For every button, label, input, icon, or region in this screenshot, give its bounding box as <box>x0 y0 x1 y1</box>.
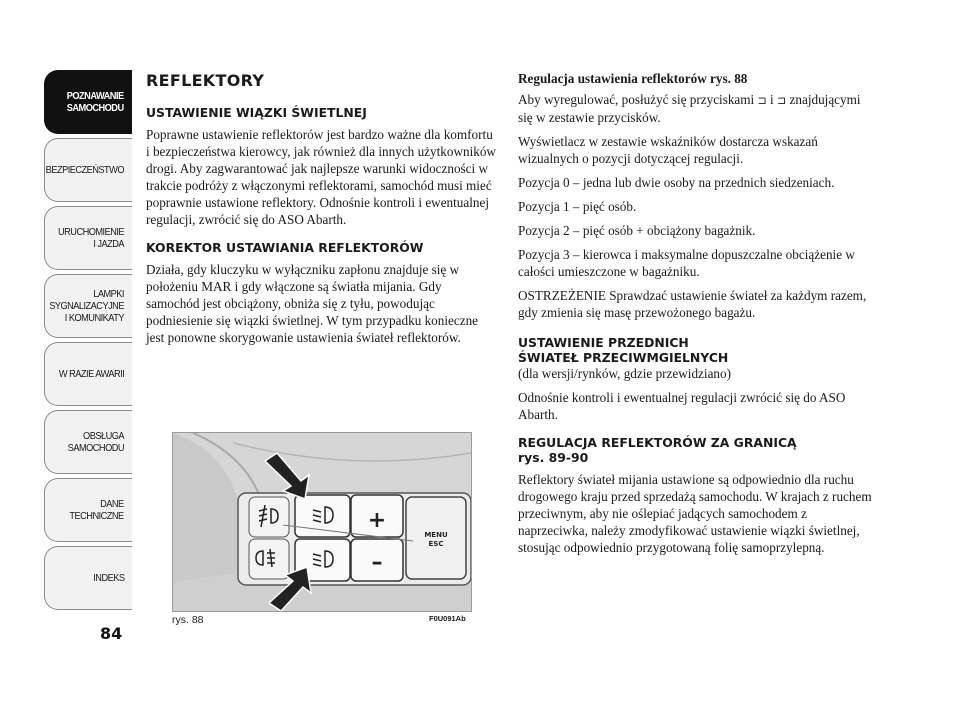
right-column <box>518 70 878 563</box>
tab-label: DANE TECHNICZNE <box>69 498 124 522</box>
heading-adjustment: Regulacja ustawienia reflektorów rys. 88 <box>518 71 748 86</box>
paragraph-position-3: Pozycja 3 – kierowca i maksymalne dopuszczalne obciążenie w całości umieszczone w bagażniku. <box>518 247 855 279</box>
heading-abroad-2: rys. 89-90 <box>518 450 589 465</box>
paragraph-adjustment <box>518 91 878 126</box>
tab-obsluga-samochodu[interactable] <box>44 410 132 474</box>
tab-indeks[interactable] <box>44 546 132 610</box>
tab-label: BEZPIECZEŃSTWO <box>45 164 124 176</box>
tab-label: W RAZIE AWARII <box>58 368 124 380</box>
tab-label: URUCHOMIENIE I JAZDA <box>57 226 124 250</box>
figure-headlight-buttons <box>172 432 472 612</box>
beam-up-button <box>295 495 350 537</box>
minus-label: – <box>371 550 383 575</box>
tab-label: INDEKS <box>92 572 124 584</box>
tab-label: LAMPKI SYGNALIZACYJNE I KOMUNIKATY <box>49 288 124 324</box>
esc-label: ESC <box>428 540 444 548</box>
plus-label: + <box>367 508 387 533</box>
paragraph-fog-sub: (dla wersji/rynków, gdzie przewidziano) <box>518 366 731 381</box>
dashboard-illustration <box>173 433 471 611</box>
left-column <box>146 72 496 353</box>
paragraph-position-2: Pozycja 2 – pięć osób + obciążony bagażnik. <box>518 223 756 238</box>
section-title: REFLEKTORY <box>146 71 265 90</box>
paragraph-headlight-corrector: Działa, gdy kluczyku w wyłączniku zapłonu znajduje się w położeniu MAR i gdy włączone są światła mijania. Gdy samochód jest obciążony, obniża się z tyłu, powodując podniesienie się wiązki świetlnej. W tym przypadku konieczne jest ponowne skorygowanie ustawienia świateł reflektorów. <box>146 262 479 345</box>
paragraph-fog-text: Odnośnie kontroli i ewentualnej regulacji zwrócić się do ASO Abarth. <box>518 390 846 422</box>
heading-abroad-1: REGULACJA REFLEKTORÓW ZA GRANICĄ <box>518 435 797 450</box>
page-number: 84 <box>100 624 123 643</box>
tab-label: OBSŁUGA SAMOCHODU <box>67 430 124 454</box>
tab-poznawanie-samochodu[interactable] <box>44 70 132 134</box>
figure-code: F0U091Ab <box>429 614 466 623</box>
figure-caption: rys. 88 <box>172 614 204 626</box>
menu-label: MENU <box>424 531 448 539</box>
heading-fog-lights-2: ŚWIATEŁ PRZECIWMGIELNYCH <box>518 350 729 365</box>
heading-fog-lights-1: USTAWIENIE PRZEDNICH <box>518 335 689 350</box>
tab-w-razie-awarii[interactable] <box>44 342 132 406</box>
beam-up-icon: ⊐ <box>757 94 767 107</box>
paragraph-display: Wyświetlacz w zestawie wskaźników dostarcza wskazań wizualnych o pozycji dotyczącej regulacji. <box>518 134 818 166</box>
paragraph-warning: OSTRZEŻENIE Sprawdzać ustawienie świateł za każdym razem, gdy zmienia się masę przewożonego bagażu. <box>518 288 867 320</box>
tab-dane-techniczne[interactable] <box>44 478 132 542</box>
paragraph-position-0: Pozycja 0 – jedna lub dwie osoby na przednich siedzeniach. <box>518 175 835 190</box>
paragraph-abroad: Reflektory świateł mijania ustawione są odpowiednio dla ruchu drogowego kraju przed sprzedażą samochodu. W krajach z ruchem przeciwnym, aby nie oślepiać jadących samochodem z naprzeciwka, należy zmodyfikować ustawienie wiązki świetlnej, stosując odpowiednio przygotowaną folię samoprzylepną. <box>518 472 872 555</box>
heading-headlight-corrector: KOREKTOR USTAWIANIA REFLEKTORÓW <box>146 240 424 255</box>
tab-uruchomienie-i-jazda[interactable] <box>44 206 132 270</box>
heading-beam-setting: USTAWIENIE WIĄZKI ŚWIETLNEJ <box>146 105 367 120</box>
tab-bezpieczenstwo[interactable] <box>44 138 132 202</box>
beam-down-icon: ⊐ <box>777 94 787 107</box>
adjustment-text-1: Aby wyregulować, posłużyć się przyciskami <box>518 92 755 107</box>
adjustment-and: i <box>770 92 774 107</box>
adjustment-text-2: znajdującymi się w zestawie przycisków. <box>518 92 861 125</box>
paragraph-position-1: Pozycja 1 – pięć osób. <box>518 199 637 214</box>
tab-label: POZNAWANIE SAMOCHODU <box>67 90 124 114</box>
tab-lampki-sygnalizacyjne[interactable] <box>44 274 132 338</box>
paragraph-beam-setting: Poprawne ustawienie reflektorów jest bardzo ważne dla komfortu i bezpieczeństwa kierowcy, jak również dla innych użytkowników drogi. Aby zagwarantować jak najlepsze warunki widoczności w trakcie podróży z włączonymi reflektorami, samochód musi mieć poprawnie ustawione reflektory. Odnośnie kontroli i ewentualnej regulacji, zwrócić się do ASO Abarth. <box>146 127 496 227</box>
